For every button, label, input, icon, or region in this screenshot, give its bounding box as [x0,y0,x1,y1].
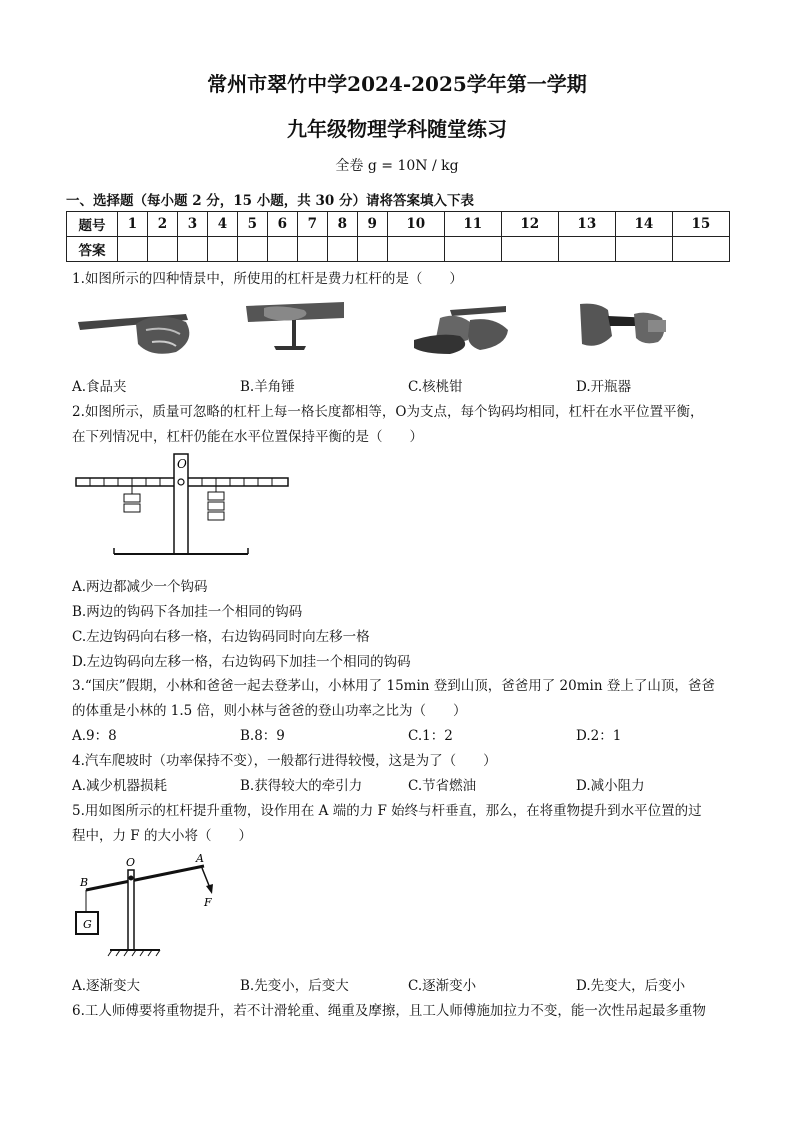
number-cell: 3 [177,212,207,237]
answer-cell[interactable] [327,237,357,262]
q5-lever-diagram [72,850,222,960]
q5-force-label: F [204,896,212,909]
section-heading: 一、选择题（每小题 2 分，15 小题，共 30 分）请将答案填入下表 [66,193,474,209]
q3-option-b[interactable]: B.8：9 [240,728,285,744]
answer-cell[interactable] [177,237,207,262]
answer-cell[interactable] [672,237,729,262]
answer-cell[interactable] [118,237,148,262]
answer-cell[interactable] [558,237,615,262]
number-cell: 11 [444,212,501,237]
q1-option-d[interactable]: D.开瓶器 [576,379,632,395]
q2-option-c[interactable]: C.左边钩码向右移一格，右边钩码同时向左移一格 [72,629,370,645]
answer-row [67,237,730,262]
q4-option-a[interactable]: A.减少机器损耗 [72,778,168,794]
answer-cell[interactable] [147,237,177,262]
q1-option-a[interactable]: A.食品夹 [72,379,127,395]
answer-table [66,211,730,262]
q3-option-d[interactable]: D.2：1 [576,728,622,744]
exam-subtitle: 九年级物理学科随堂练习 [287,117,507,141]
answer-cell[interactable] [387,237,444,262]
number-cell: 1 [118,212,148,237]
q2-stem-line2: 在下列情况中，杠杆仍能在水平位置保持平衡的是（ ） [72,429,423,445]
number-cell: 13 [558,212,615,237]
number-cell: 14 [615,212,672,237]
number-cell: 5 [237,212,267,237]
q4-option-b[interactable]: B.获得较大的牵引力 [240,778,363,794]
number-row [67,212,730,237]
q2-lever-diagram [72,450,296,560]
q4-option-c[interactable]: C.节省燃油 [408,778,477,794]
q5-weight-label: G [83,918,92,931]
row-label-answer: 答案 [67,237,118,262]
q3-option-a[interactable]: A.9：8 [72,728,117,744]
q2-option-b[interactable]: B.两边的钩码下各加挂一个相同的钩码 [72,604,303,620]
answer-cell[interactable] [207,237,237,262]
number-cell: 7 [297,212,327,237]
q1-stem: 1.如图所示的四种情景中，所使用的杠杆是费力杠杆的是（ ） [72,271,463,287]
number-cell: 6 [267,212,297,237]
number-cell: 12 [501,212,558,237]
number-cell: 2 [147,212,177,237]
q1-image-food-tongs [76,300,198,362]
q1-image-nutcracker [410,300,518,356]
number-cell: 15 [672,212,729,237]
q1-image-claw-hammer [244,300,354,354]
q2-option-a[interactable]: A.两边都减少一个钩码 [72,579,208,595]
answer-cell[interactable] [297,237,327,262]
q4-option-d[interactable]: D.减小阻力 [576,778,645,794]
q3-option-c[interactable]: C.1：2 [408,728,453,744]
answer-cell[interactable] [357,237,387,262]
number-cell: 9 [357,212,387,237]
q2-fulcrum-label: O [177,457,187,471]
answer-cell[interactable] [267,237,297,262]
q5-option-b[interactable]: B.先变小，后变大 [240,978,349,994]
q5-stem-line2: 程中，力 F 的大小将（ ） [72,828,252,844]
number-cell: 4 [207,212,237,237]
q5-stem-line1: 5.用如图所示的杠杆提升重物，设作用在 A 端的力 F 始终与杆垂直，那么，在将重物提升到水平位置的过 [72,803,702,819]
answer-cell[interactable] [615,237,672,262]
exam-title: 常州市翠竹中学2024-2025学年第一学期 [207,72,587,96]
q5-option-c[interactable]: C.逐渐变小 [408,978,477,994]
q1-image-bottle-opener [578,300,670,356]
answer-cell[interactable] [237,237,267,262]
q5-fulcrum-label: O [126,856,136,869]
q2-option-d[interactable]: D.左边钩码向左移一格，右边钩码下加挂一个相同的钩码 [72,654,411,670]
q5-end-a-label: A [196,852,204,865]
number-cell: 8 [327,212,357,237]
q3-stem-line1: 3.“国庆”假期，小林和爸爸一起去登茅山，小林用了 15min 登到山顶，爸爸用了 20min 登上了山顶，爸爸 [72,678,715,694]
q3-stem-line2: 的体重是小林的 1.5 倍，则小林与爸爸的登山功率之比为（ ） [72,703,467,719]
answer-cell[interactable] [444,237,501,262]
number-cell: 10 [387,212,444,237]
q4-stem: 4.汽车爬坡时（功率保持不变），一般都行进得较慢，这是为了（ ） [72,753,497,769]
gravity-note: 全卷 g = 10N / kg [335,158,459,174]
q5-option-d[interactable]: D.先变大，后变小 [576,978,686,994]
q5-end-b-label: B [80,876,89,889]
row-label-number: 题号 [67,212,118,237]
q6-stem: 6.工人师傅要将重物提升，若不计滑轮重、绳重及摩擦，且工人师傅施加拉力不变，能一次性吊起最多重物 [72,1003,706,1019]
q1-option-c[interactable]: C.核桃钳 [408,379,463,395]
answer-cell[interactable] [501,237,558,262]
q2-stem-line1: 2.如图所示，质量可忽略的杠杆上每一格长度都相等，O为支点，每个钩码均相同，杠杆在水平位置平衡， [72,404,704,420]
q1-option-b[interactable]: B.羊角锤 [240,379,295,395]
q5-option-a[interactable]: A.逐渐变大 [72,978,141,994]
